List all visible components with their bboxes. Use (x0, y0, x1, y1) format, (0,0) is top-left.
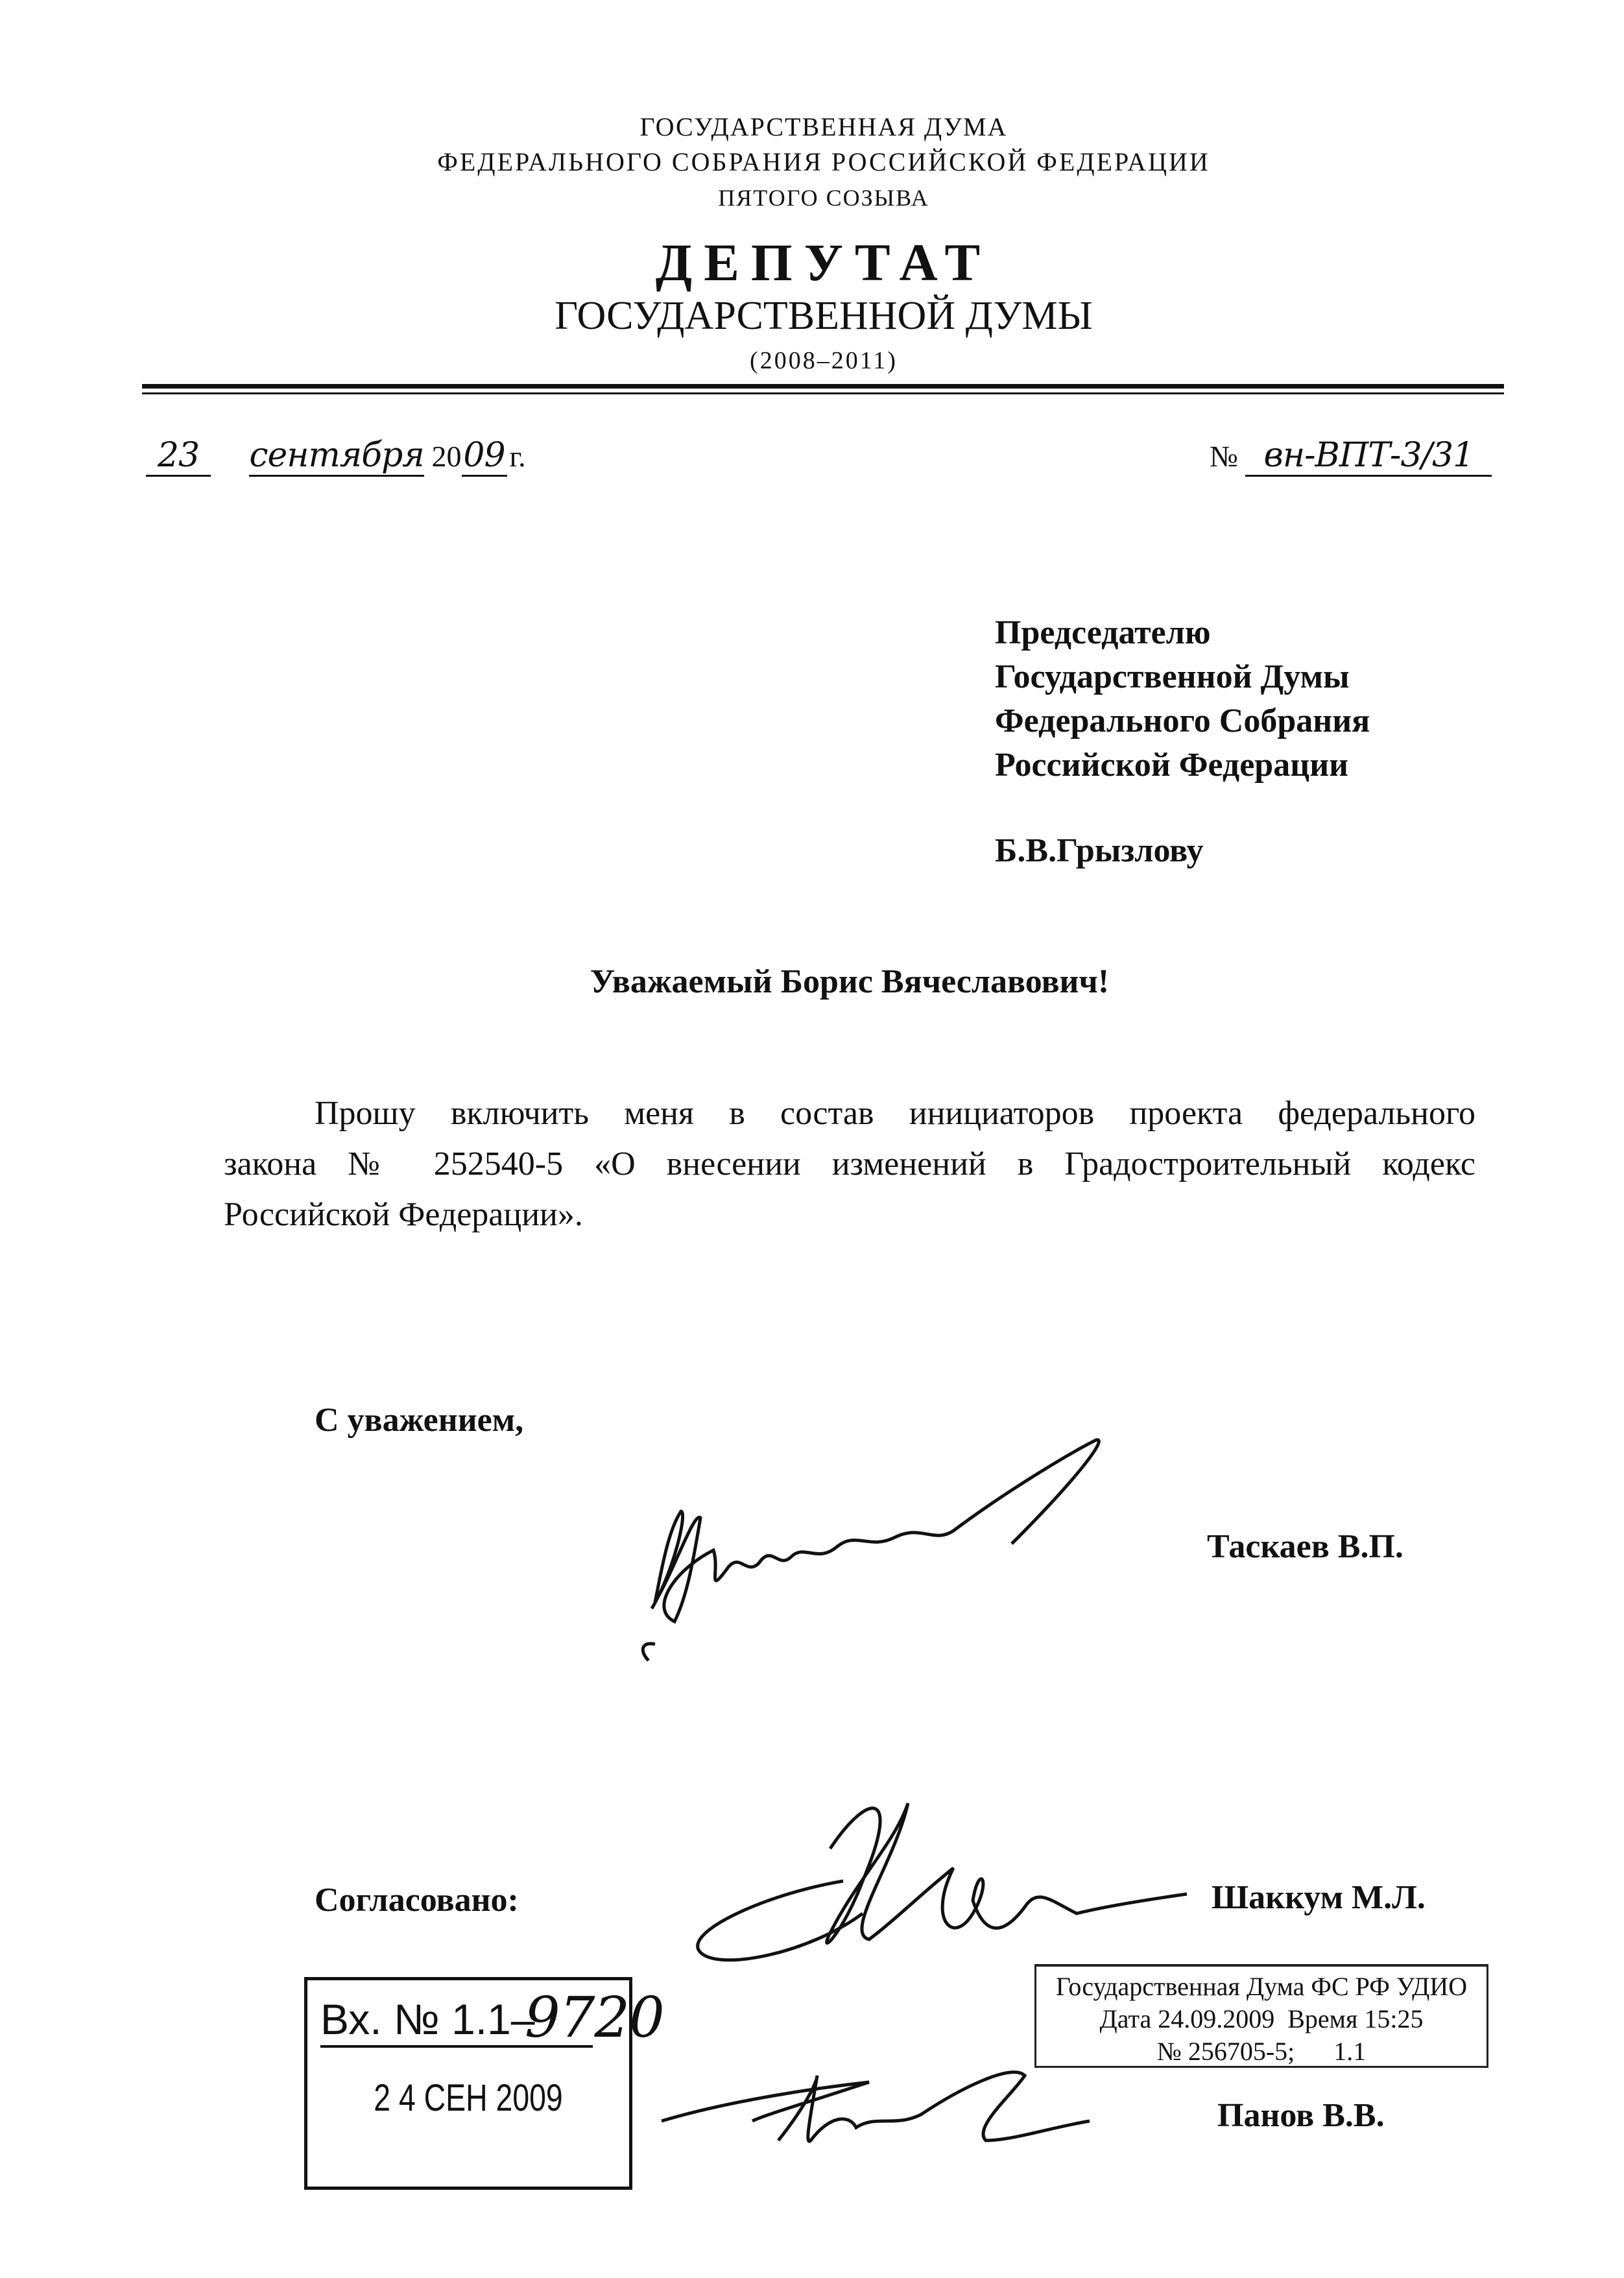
incoming-stamp (304, 1977, 664, 2190)
number-label: № (1210, 440, 1238, 473)
date-year-mark: г. (509, 440, 526, 473)
registry-stamp-line1: Государственная Дума ФС РФ УДИО (1055, 1972, 1468, 2001)
body-line-1: Прошу включить меня в состав инициаторов проекта федерального (315, 1095, 1475, 1132)
registry-stamp-number: № 256705-5; (1156, 2037, 1295, 2066)
header-rule-thick (142, 384, 1504, 389)
number-value: вн-ВПТ-3/31 (1245, 436, 1492, 477)
letter-body (224, 1088, 1475, 1240)
approved-label: Согласовано: (315, 1882, 519, 1919)
closing: С уважением, (315, 1402, 524, 1439)
incoming-stamp-label: Вх. № 1.1– (320, 1995, 535, 2043)
registry-stamp-time: Время 15:25 (1287, 2004, 1424, 2033)
body-line-2: закона № 252540-5 «О внесении изменений в Градостроительный кодекс (224, 1145, 1475, 1182)
registry-stamp-date: Дата 24.09.2009 (1099, 2004, 1275, 2033)
header-rule-thin (142, 392, 1504, 394)
letterhead-line-1: ГОСУДАРСТВЕННАЯ ДУМА (639, 112, 1008, 141)
letterhead-title: ДЕПУТАТ (655, 233, 992, 292)
addressee-line: Российской Федерации (995, 747, 1349, 784)
date-year-suffix: 09 (462, 436, 507, 477)
addressee-name: Б.В.Грызлову (995, 832, 1204, 869)
salutation: Уважаемый Борис Вячеславович! (590, 963, 1110, 1000)
letterhead-line-2: ФЕДЕРАЛЬНОГО СОБРАНИЯ РОССИЙСКОЙ ФЕДЕРАЦИИ (437, 147, 1210, 176)
registry-stamp-code: 1.1 (1333, 2037, 1367, 2066)
addressee-line: Председателю (995, 614, 1211, 651)
outgoing-number (1210, 436, 1492, 477)
signature-taskaev (643, 1440, 1099, 1661)
approver-name: Шаккум М.Л. (1212, 1879, 1426, 1916)
letterhead-years: (2008–2011) (750, 347, 898, 374)
date-day: 23 (146, 436, 211, 477)
date-month: сентября (249, 436, 424, 477)
addressee-line: Федерального Собрания (995, 702, 1370, 739)
incoming-stamp-date: 2 4 СЕН 2009 (374, 2077, 563, 2119)
approver-name: Панов В.В. (1217, 2097, 1385, 2134)
letterhead-subtitle: ГОСУДАРСТВЕННОЙ ДУМЫ (555, 294, 1093, 338)
addressee-line: Государственной Думы (995, 658, 1350, 695)
date-year-prefix: 20 (431, 440, 462, 473)
signature-shakkum (698, 1803, 1187, 1960)
letterhead-line-3: ПЯТОГО СОЗЫВА (718, 185, 929, 211)
body-line-3: Российской Федерации». (224, 1196, 583, 1233)
incoming-stamp-number: 9720 (525, 1985, 664, 2050)
date-line (146, 436, 526, 477)
registry-stamp (1034, 1964, 1488, 2068)
addressee-block (995, 611, 1370, 787)
signature-panov (662, 2072, 1090, 2142)
signatory-name: Таскаев В.П. (1207, 1528, 1403, 1565)
